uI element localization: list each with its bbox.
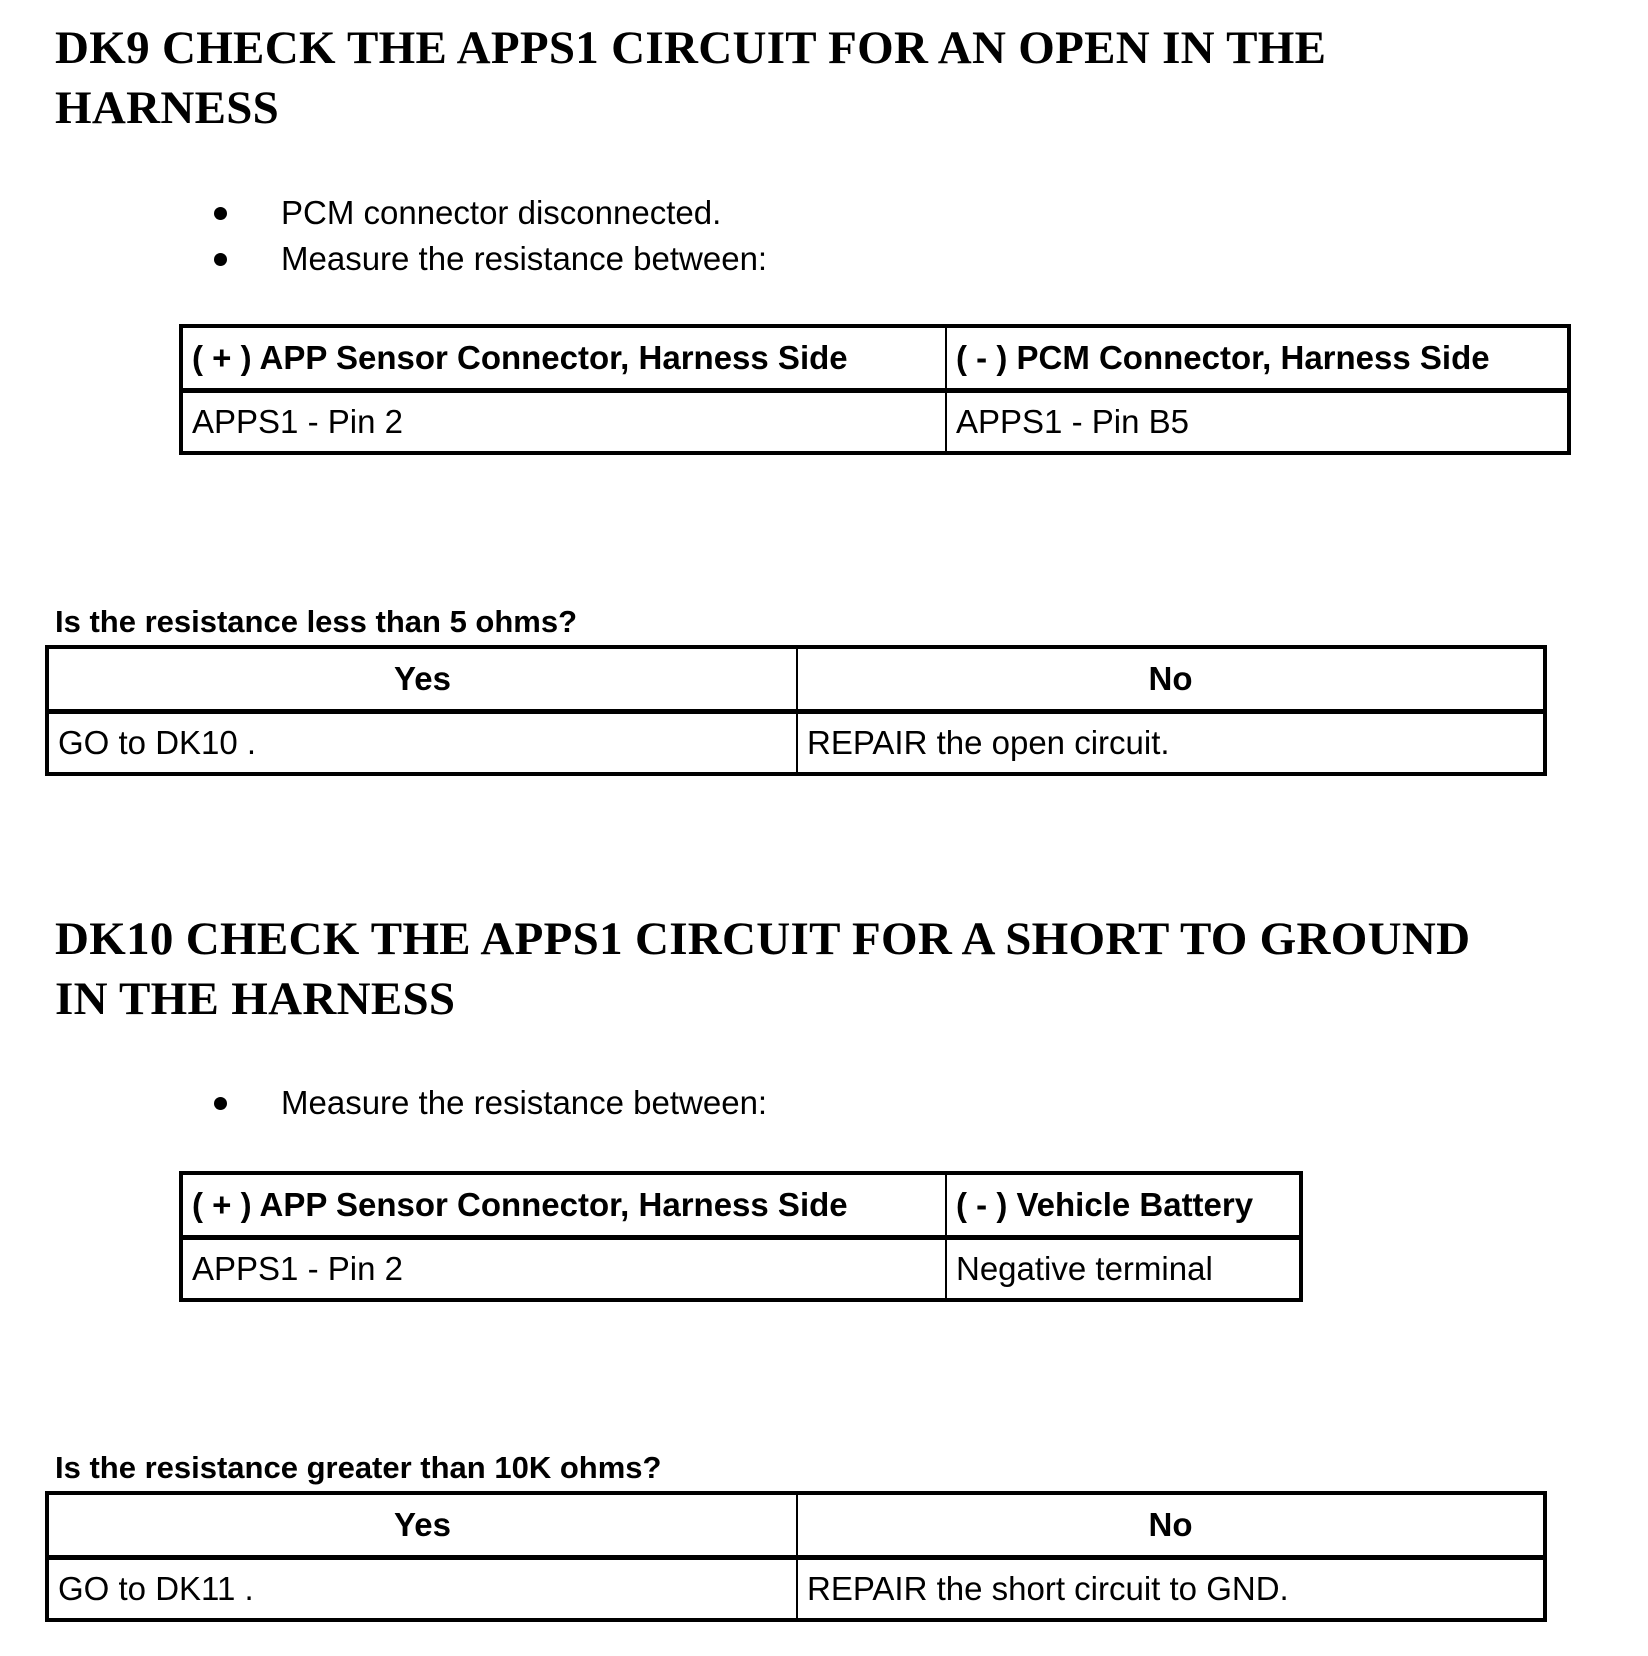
dk9-title [55, 18, 1326, 138]
bullet-icon [214, 1097, 227, 1110]
dk10-title-line1: DK10 CHECK THE APPS1 CIRCUIT FOR A SHORT TO GROUND [55, 913, 1471, 965]
bullet-icon [214, 253, 227, 266]
bullet-icon [214, 207, 227, 220]
header-yes: Yes [47, 1493, 797, 1558]
cell-negative-lead: APPS1 - Pin B5 [946, 391, 1569, 454]
table-header-row [181, 326, 1569, 391]
table-header-row [47, 647, 1545, 712]
dk9-answer-table [45, 645, 1547, 776]
cell-no-action: REPAIR the short circuit to GND. [797, 1558, 1545, 1621]
table-row [47, 1558, 1545, 1621]
cell-yes-action: GO to DK11 . [47, 1558, 797, 1621]
cell-no-action: REPAIR the open circuit. [797, 712, 1545, 775]
cell-positive-lead: APPS1 - Pin 2 [181, 391, 946, 454]
dk10-answer-table [45, 1491, 1547, 1622]
dk10-measure-table [179, 1171, 1303, 1302]
table-header-row [47, 1493, 1545, 1558]
dk9-measure-table [179, 324, 1571, 455]
cell-negative-lead: Negative terminal [946, 1238, 1301, 1301]
table-row [181, 1238, 1301, 1301]
header-no: No [797, 647, 1545, 712]
table-row [181, 391, 1569, 454]
dk10-title-line2: IN THE HARNESS [55, 973, 456, 1025]
table-row [47, 712, 1545, 775]
header-positive-lead: ( + ) APP Sensor Connector, Harness Side [181, 326, 946, 391]
header-positive-lead: ( + ) APP Sensor Connector, Harness Side [181, 1173, 946, 1238]
header-no: No [797, 1493, 1545, 1558]
cell-positive-lead: APPS1 - Pin 2 [181, 1238, 946, 1301]
header-negative-lead: ( - ) Vehicle Battery [946, 1173, 1301, 1238]
dk10-title [55, 909, 1470, 1029]
header-negative-lead: ( - ) PCM Connector, Harness Side [946, 326, 1569, 391]
dk9-title-line2: HARNESS [55, 82, 280, 134]
header-yes: Yes [47, 647, 797, 712]
dk9-title-line1: DK9 CHECK THE APPS1 CIRCUIT FOR AN OPEN IN THE [55, 22, 1327, 74]
dk9-question: Is the resistance less than 5 ohms? [55, 604, 578, 639]
dk10-question: Is the resistance greater than 10K ohms? [55, 1450, 662, 1485]
table-header-row [181, 1173, 1301, 1238]
cell-yes-action: GO to DK10 . [47, 712, 797, 775]
